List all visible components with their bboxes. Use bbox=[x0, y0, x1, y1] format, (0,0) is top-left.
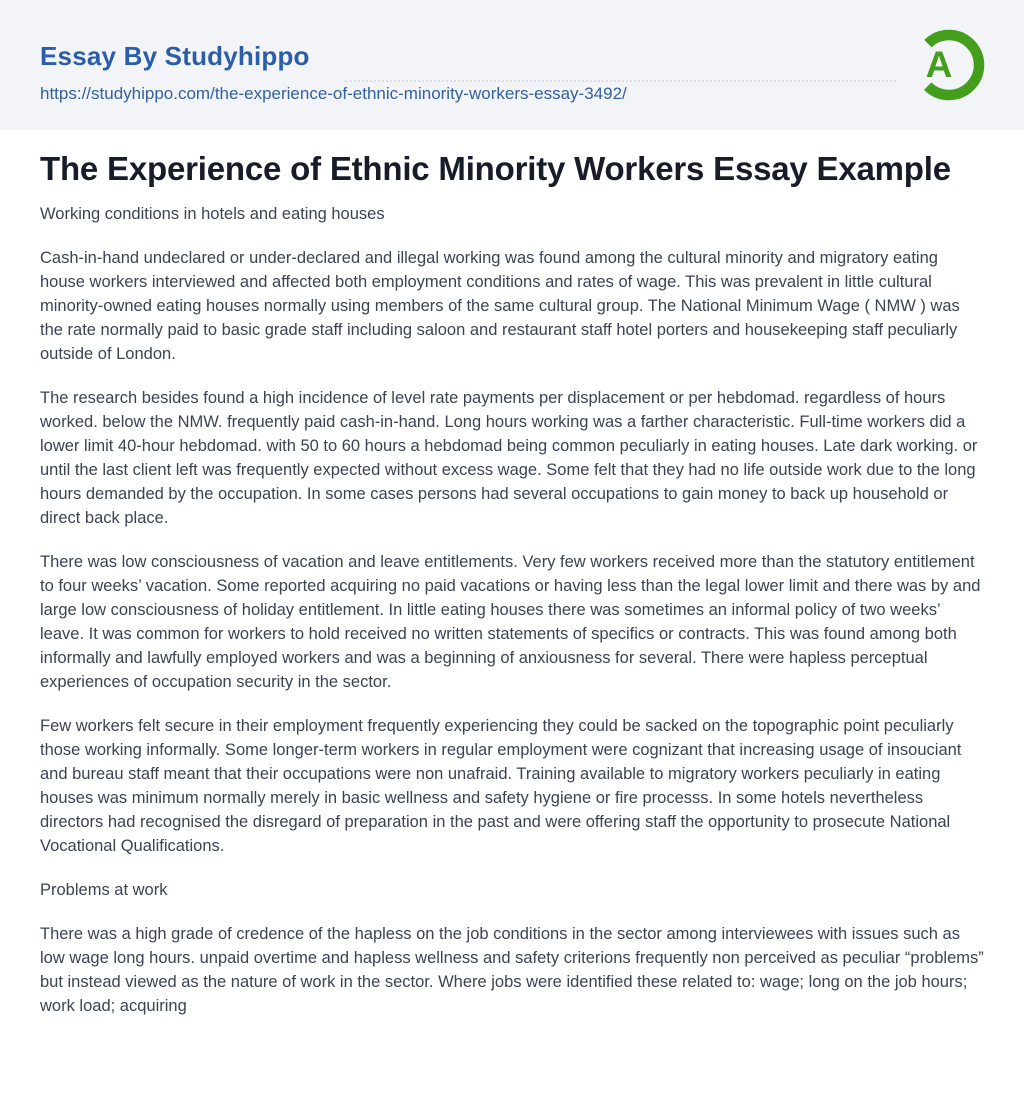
article bbox=[0, 130, 1024, 1098]
article-paragraph: There was low consciousness of vacation and leave entitlements. Very few workers received more than the statutory entitlement to four weeks’ vacation. Some reported acquiring no paid vacations or having less than the legal lower limit and there was by and large low consciousness of holiday entitlement. In little eating houses there was sometimes an informal policy of two weeks’ leave. It was common for workers to hold received no written statements of specifics or contracts. This was found among both informally and lawfully employed workers and was a beginning of anxiousness for several. There were hapless perceptual experiences of occupation security in the sector. bbox=[40, 552, 981, 691]
article-paragraph: Cash-in-hand undeclared or under-declared and illegal working was found among the cultural minority and migratory eating house workers interviewed and affected both employment conditions and rates of wage. This was prevalent in little cultural minority-owned eating houses normally using members of the same cultural group. The National Minimum Wage ( NMW ) was the rate normally paid to basic grade staff including saloon and restaurant staff hotel porters and housekeeping staff peculiarly outside of London. bbox=[40, 248, 960, 363]
page-url-link[interactable]: https://studyhippo.com/the-experience-of-ethnic-minority-workers-essay-3492/ bbox=[40, 83, 627, 103]
page-header bbox=[0, 0, 1024, 130]
studyhippo-logo-icon bbox=[908, 26, 986, 104]
section-subheading: Working conditions in hotels and eating houses bbox=[40, 204, 385, 223]
article-paragraph: The research besides found a high incidence of level rate payments per displacement or per hebdomad. regardless of hours worked. below the NMW. frequently paid cash-in-hand. Long hours working was a farther characteristic. Full-time workers did a lower limit 40-hour hebdomad. with 50 to 60 hours a hebdomad being common peculiarly in eating houses. Late dark working. or until the last client left was frequently expected without excess wage. Some felt that they had no life outside work due to the long hours demanded by the occupation. In some cases persons had several occupations to gain money to back up household or direct back place. bbox=[40, 388, 978, 527]
site-title: Essay By Studyhippo bbox=[40, 41, 310, 71]
article-paragraph: There was a high grade of credence of the hapless on the job conditions in the sector among interviewees with issues such as low wage long hours. unpaid overtime and hapless wellness and safety criterions frequently non perceived as peculiar “problems” but instead viewed as the nature of work in the sector. Where jobs were identified these related to: wage; long on the job hours; work load; acquiring bbox=[40, 924, 984, 1015]
section-subheading: Problems at work bbox=[40, 880, 168, 899]
logo-letter: A bbox=[925, 44, 953, 85]
article-title: The Experience of Ethnic Minority Workers Essay Example bbox=[40, 150, 951, 187]
dotted-separator bbox=[345, 80, 896, 82]
article-paragraph: Few workers felt secure in their employment frequently experiencing they could be sacked on the topographic point peculiarly those working informally. Some longer-term workers in regular employment were cognizant that increasing usage of insouciant and bureau staff meant that their occupations were non unafraid. Training available to migratory workers peculiarly in eating houses was minimum normally merely in basic wellness and safety hygiene or fire processs. In some hotels nevertheless directors had recognised the disregard of preparation in the past and were offering staff the opportunity to prosecute National Vocational Qualifications. bbox=[40, 716, 962, 855]
